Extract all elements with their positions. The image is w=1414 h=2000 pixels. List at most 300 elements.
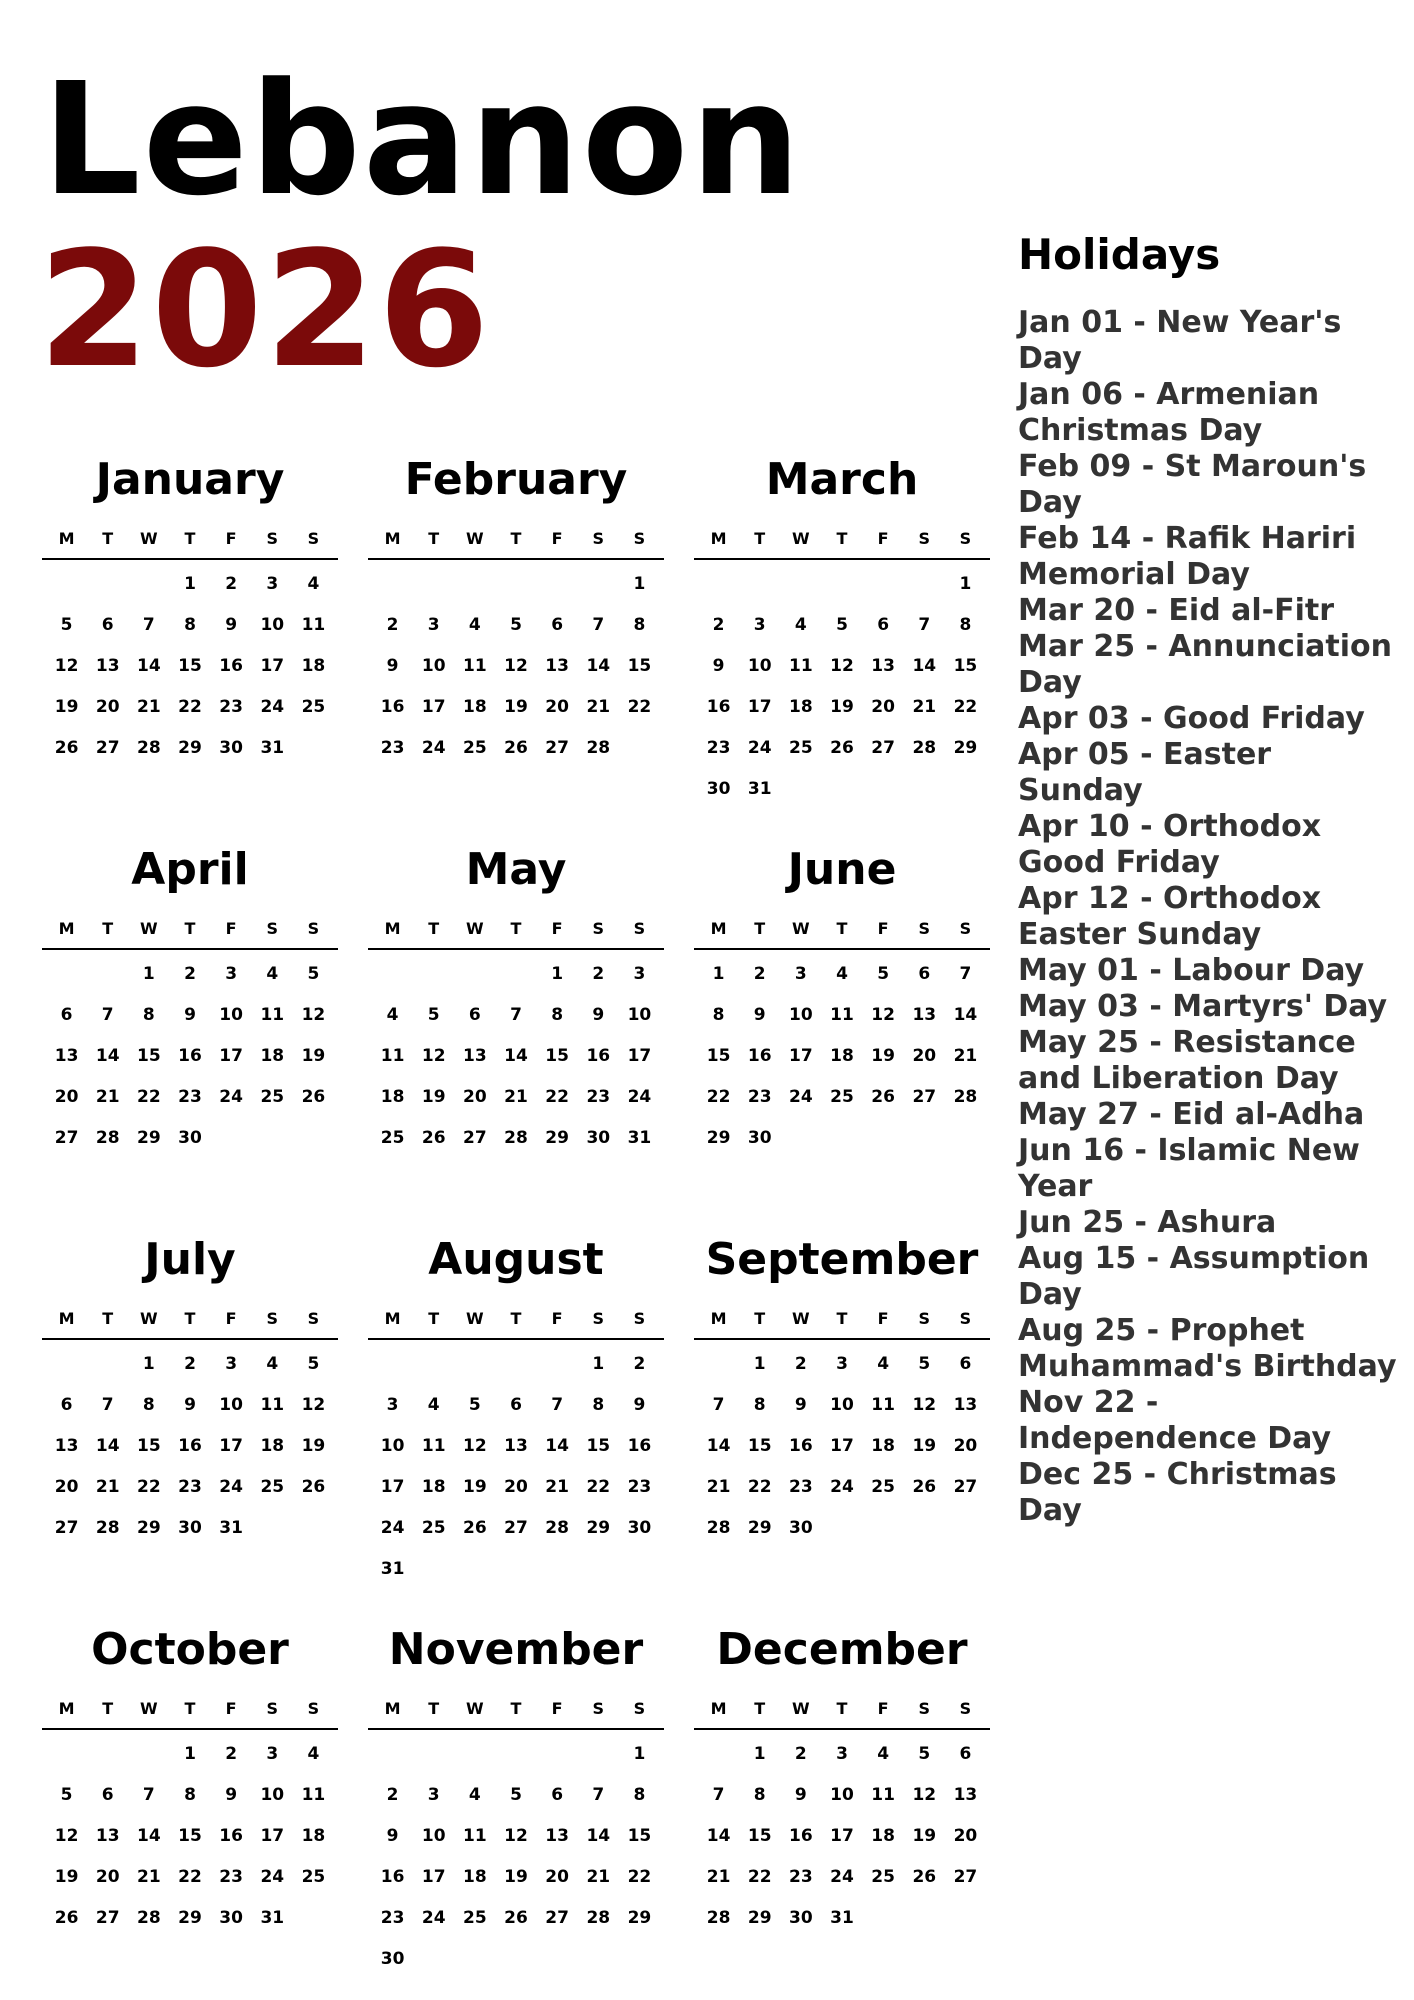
day-cell: 11 [301, 615, 326, 635]
weekday-label: S [633, 1699, 646, 1718]
day-cell: 26 [301, 1087, 326, 1107]
day-cell: 7 [142, 1785, 155, 1805]
day-blank [780, 564, 821, 605]
day-cell: 9 [184, 1005, 196, 1025]
day-cell: 23 [789, 1477, 813, 1497]
day-cell: 18 [301, 656, 326, 676]
day-cell: 7 [592, 615, 605, 635]
month-name: December [716, 1624, 968, 1675]
day-cell: 7 [101, 1395, 114, 1415]
day-cell: 19 [504, 1867, 528, 1887]
day-cell: 22 [137, 1477, 161, 1497]
day-cell: 22 [747, 1477, 772, 1497]
day-blank [578, 564, 619, 605]
holiday-item: Apr 10 - Orthodox Good Friday [1018, 809, 1322, 880]
weekday-label: S [266, 1699, 279, 1718]
day-cell: 10 [260, 1785, 285, 1805]
day-cell: 27 [504, 1518, 528, 1538]
day-cell: 4 [427, 1395, 440, 1415]
day-cell: 27 [871, 738, 895, 758]
day-cell: 2 [794, 1354, 807, 1374]
weekday-label: F [551, 1699, 563, 1718]
holiday-item: Mar 20 - Eid al-Fitr [1018, 593, 1335, 628]
day-cell: 18 [871, 1826, 895, 1846]
day-cell: 7 [918, 615, 931, 635]
day-cell: 1 [142, 964, 155, 984]
day-cell: 25 [260, 1087, 285, 1107]
day-cell: 1 [551, 964, 564, 984]
holiday-item: Aug 15 - Assumption Day [1018, 1241, 1370, 1312]
day-cell: 11 [789, 656, 813, 676]
day-cell: 21 [706, 1477, 731, 1497]
day-cell: 27 [545, 738, 569, 758]
months-grid [42, 440, 992, 2000]
day-cell: 25 [871, 1477, 895, 1497]
day-cell: 18 [463, 1867, 487, 1887]
day-cell: 13 [953, 1785, 978, 1805]
day-cell: 20 [953, 1826, 978, 1846]
day-cell: 14 [706, 1436, 731, 1456]
day-cell: 22 [627, 1867, 652, 1887]
day-cell: 3 [225, 964, 238, 984]
day-cell: 17 [789, 1046, 813, 1066]
day-blank [495, 564, 536, 605]
day-cell: 25 [463, 1908, 487, 1928]
day-cell: 9 [225, 615, 238, 635]
day-cell: 28 [95, 1518, 120, 1538]
day-cell: 9 [712, 656, 725, 676]
day-blank [87, 954, 128, 995]
day-cell: 24 [421, 1908, 446, 1928]
day-cell: 5 [60, 615, 73, 635]
day-cell: 22 [706, 1087, 731, 1107]
day-cell: 21 [586, 697, 611, 717]
day-grid [42, 564, 338, 769]
day-cell: 12 [54, 656, 79, 676]
day-grid [42, 1344, 338, 1549]
weekday-label: T [102, 1309, 114, 1328]
weekday-label: F [551, 919, 563, 938]
weekday-label: S [959, 1699, 972, 1718]
day-cell: 26 [871, 1087, 895, 1107]
day-grid [42, 1734, 338, 1939]
day-cell: 24 [219, 1087, 243, 1107]
day-cell: 16 [380, 697, 405, 717]
day-cell: 12 [504, 656, 528, 676]
day-cell: 10 [747, 656, 772, 676]
day-cell: 28 [137, 738, 161, 758]
day-cell: 3 [836, 1354, 848, 1374]
day-blank [698, 1734, 739, 1775]
day-cell: 17 [627, 1046, 652, 1066]
day-blank [372, 954, 413, 995]
weekday-label: S [918, 919, 931, 938]
weekday-label: S [307, 919, 320, 938]
day-cell: 23 [380, 738, 405, 758]
day-cell: 6 [510, 1395, 522, 1415]
day-cell: 19 [54, 1867, 79, 1887]
day-cell: 27 [545, 1908, 569, 1928]
day-cell: 25 [260, 1477, 285, 1497]
day-blank [454, 954, 495, 995]
weekday-label: S [918, 1699, 931, 1718]
day-cell: 12 [421, 1046, 446, 1066]
day-cell: 15 [706, 1046, 731, 1066]
day-cell: 29 [137, 1128, 161, 1148]
day-cell: 6 [918, 964, 931, 984]
day-cell: 25 [871, 1867, 895, 1887]
day-cell: 23 [219, 697, 243, 717]
holiday-item: Apr 12 - Orthodox Easter Sunday [1018, 881, 1322, 952]
weekday-label: S [959, 919, 972, 938]
day-cell: 8 [633, 615, 646, 635]
weekday-label: M [710, 919, 727, 938]
month-name: November [388, 1624, 644, 1675]
day-cell: 13 [871, 656, 895, 676]
day-cell: 8 [142, 1395, 155, 1415]
day-cell: 19 [912, 1826, 937, 1846]
day-cell: 10 [830, 1395, 854, 1415]
weekday-label: T [102, 919, 114, 938]
weekday-label: T [428, 919, 440, 938]
day-cell: 24 [747, 738, 772, 758]
day-grid [694, 1734, 990, 1939]
month-july [42, 1220, 338, 1610]
day-cell: 9 [386, 656, 399, 676]
day-cell: 19 [504, 697, 528, 717]
weekday-label: S [918, 529, 931, 548]
day-cell: 4 [307, 1744, 320, 1764]
day-cell: 4 [266, 964, 279, 984]
month-name: February [404, 454, 628, 505]
day-cell: 14 [586, 656, 611, 676]
day-cell: 15 [137, 1436, 161, 1456]
day-cell: 9 [592, 1005, 605, 1025]
day-cell: 12 [54, 1826, 79, 1846]
weekday-header [694, 1690, 990, 1730]
day-cell: 21 [545, 1477, 569, 1497]
holiday-list [1018, 305, 1398, 1529]
day-cell: 23 [178, 1087, 202, 1107]
day-cell: 30 [219, 1908, 243, 1928]
day-blank [454, 1734, 495, 1775]
day-cell: 13 [912, 1005, 937, 1025]
day-cell: 8 [712, 1005, 725, 1025]
weekday-label: M [58, 1699, 75, 1718]
day-cell: 6 [101, 1785, 114, 1805]
day-cell: 31 [219, 1518, 243, 1538]
day-cell: 9 [753, 1005, 766, 1025]
day-cell: 17 [830, 1436, 854, 1456]
day-cell: 28 [953, 1087, 978, 1107]
day-blank [128, 1734, 169, 1775]
day-cell: 15 [586, 1436, 611, 1456]
weekday-label: T [754, 1699, 766, 1718]
day-blank [413, 1344, 454, 1385]
day-grid [368, 954, 664, 1159]
day-blank [495, 954, 536, 995]
weekday-label: W [466, 1309, 484, 1328]
month-name: October [91, 1624, 289, 1675]
day-cell: 12 [301, 1005, 326, 1025]
day-cell: 11 [830, 1005, 854, 1025]
day-cell: 24 [830, 1867, 854, 1887]
day-cell: 30 [747, 1128, 772, 1148]
day-cell: 3 [427, 1785, 440, 1805]
day-cell: 3 [633, 964, 646, 984]
day-cell: 25 [380, 1128, 405, 1148]
day-cell: 31 [260, 738, 285, 758]
weekday-label: T [510, 529, 522, 548]
day-cell: 30 [178, 1128, 202, 1148]
day-blank [46, 564, 87, 605]
day-cell: 26 [504, 738, 528, 758]
day-cell: 28 [137, 1908, 161, 1928]
weekday-header [694, 1300, 990, 1340]
day-cell: 9 [225, 1785, 238, 1805]
day-blank [739, 564, 780, 605]
day-cell: 20 [953, 1436, 978, 1456]
day-cell: 28 [545, 1518, 569, 1538]
day-cell: 18 [380, 1087, 405, 1107]
day-cell: 5 [836, 615, 848, 635]
day-cell: 29 [137, 1518, 161, 1538]
day-cell: 6 [551, 1785, 564, 1805]
day-cell: 12 [912, 1395, 937, 1415]
day-cell: 29 [178, 738, 202, 758]
holiday-item: Apr 03 - Good Friday [1018, 701, 1365, 736]
weekday-label: T [184, 529, 196, 548]
day-cell: 6 [959, 1354, 972, 1374]
day-cell: 17 [421, 1867, 446, 1887]
weekday-label: W [140, 1309, 158, 1328]
holiday-item: Feb 09 - St Maroun's Day [1018, 449, 1367, 520]
month-november [368, 1610, 664, 2000]
weekday-label: W [466, 1699, 484, 1718]
weekday-label: S [592, 919, 605, 938]
day-cell: 14 [706, 1826, 731, 1846]
holiday-item: Dec 25 - Christmas Day [1018, 1457, 1337, 1528]
day-cell: 19 [871, 1046, 895, 1066]
day-cell: 30 [586, 1128, 611, 1148]
day-cell: 22 [627, 697, 652, 717]
day-cell: 26 [421, 1128, 446, 1148]
day-cell: 24 [789, 1087, 813, 1107]
day-cell: 28 [95, 1128, 120, 1148]
day-blank [495, 1734, 536, 1775]
day-blank [904, 564, 945, 605]
day-cell: 1 [184, 1744, 196, 1764]
month-march [694, 440, 990, 830]
day-cell: 13 [95, 1826, 120, 1846]
weekday-label: M [710, 1309, 727, 1328]
day-cell: 19 [421, 1087, 446, 1107]
weekday-label: S [266, 919, 279, 938]
day-cell: 15 [627, 656, 652, 676]
day-cell: 20 [95, 697, 120, 717]
weekday-label: S [307, 529, 320, 548]
day-cell: 5 [918, 1744, 931, 1764]
day-cell: 18 [301, 1826, 326, 1846]
day-cell: 14 [912, 656, 937, 676]
day-cell: 25 [789, 738, 813, 758]
day-cell: 11 [421, 1436, 446, 1456]
day-cell: 27 [95, 1908, 120, 1928]
day-blank [372, 564, 413, 605]
day-cell: 17 [219, 1046, 243, 1066]
holiday-item: Jan 01 - New Year's Day [1018, 305, 1342, 376]
month-name: June [787, 844, 897, 895]
weekday-label: T [836, 919, 848, 938]
day-blank [537, 564, 578, 605]
day-cell: 16 [178, 1436, 202, 1456]
weekday-header [368, 1690, 664, 1730]
day-cell: 26 [301, 1477, 326, 1497]
day-cell: 8 [184, 615, 196, 635]
day-cell: 9 [386, 1826, 399, 1846]
day-cell: 20 [545, 697, 569, 717]
day-cell: 25 [830, 1087, 854, 1107]
day-cell: 2 [386, 1785, 399, 1805]
weekday-header [694, 520, 990, 560]
day-cell: 2 [712, 615, 725, 635]
day-cell: 17 [260, 1826, 285, 1846]
day-cell: 17 [747, 697, 772, 717]
day-grid [368, 1734, 664, 1980]
weekday-header [42, 910, 338, 950]
day-cell: 29 [953, 738, 978, 758]
weekday-header [42, 1300, 338, 1340]
day-cell: 20 [463, 1087, 487, 1107]
day-cell: 19 [54, 697, 79, 717]
weekday-label: W [466, 919, 484, 938]
day-cell: 1 [753, 1354, 766, 1374]
day-cell: 16 [178, 1046, 202, 1066]
day-cell: 12 [912, 1785, 937, 1805]
day-cell: 13 [54, 1436, 79, 1456]
weekday-label: W [792, 1309, 810, 1328]
day-cell: 2 [184, 1354, 196, 1374]
day-cell: 26 [463, 1518, 487, 1538]
day-cell: 6 [101, 615, 114, 635]
day-cell: 1 [184, 574, 196, 594]
day-cell: 16 [747, 1046, 772, 1066]
day-cell: 1 [712, 964, 725, 984]
day-cell: 27 [95, 738, 120, 758]
month-december [694, 1610, 990, 2000]
weekday-label: F [225, 1699, 237, 1718]
day-cell: 5 [307, 964, 320, 984]
day-cell: 3 [836, 1744, 848, 1764]
day-cell: 18 [421, 1477, 446, 1497]
weekday-label: W [792, 1699, 810, 1718]
day-cell: 26 [504, 1908, 528, 1928]
weekday-label: M [58, 529, 75, 548]
day-cell: 17 [260, 656, 285, 676]
month-name: January [95, 454, 285, 505]
day-cell: 19 [830, 697, 854, 717]
month-october [42, 1610, 338, 2000]
day-cell: 22 [178, 1867, 202, 1887]
day-cell: 15 [747, 1436, 772, 1456]
month-may [368, 830, 664, 1220]
day-blank [537, 1734, 578, 1775]
day-cell: 5 [60, 1785, 73, 1805]
day-cell: 28 [586, 738, 611, 758]
weekday-label: M [384, 529, 401, 548]
weekday-label: W [792, 919, 810, 938]
day-cell: 29 [747, 1908, 772, 1928]
day-cell: 16 [706, 697, 731, 717]
day-cell: 8 [142, 1005, 155, 1025]
day-cell: 20 [912, 1046, 937, 1066]
day-cell: 14 [504, 1046, 528, 1066]
day-cell: 31 [380, 1559, 405, 1579]
day-cell: 9 [633, 1395, 646, 1415]
day-cell: 20 [545, 1867, 569, 1887]
day-cell: 25 [301, 697, 326, 717]
day-cell: 18 [463, 697, 487, 717]
weekday-label: M [384, 919, 401, 938]
day-cell: 5 [877, 964, 890, 984]
holiday-item: Apr 05 - Easter Sunday [1018, 737, 1272, 808]
day-cell: 19 [301, 1046, 326, 1066]
day-blank [372, 1734, 413, 1775]
day-cell: 18 [871, 1436, 895, 1456]
day-cell: 10 [627, 1005, 652, 1025]
day-cell: 5 [510, 615, 522, 635]
day-cell: 12 [301, 1395, 326, 1415]
day-cell: 8 [592, 1395, 605, 1415]
day-cell: 21 [137, 1867, 161, 1887]
day-cell: 7 [592, 1785, 605, 1805]
day-blank [578, 1734, 619, 1775]
day-cell: 22 [137, 1087, 161, 1107]
day-cell: 1 [633, 574, 646, 594]
day-cell: 21 [95, 1477, 120, 1497]
weekday-label: W [140, 919, 158, 938]
weekday-label: T [836, 1309, 848, 1328]
day-blank [87, 1344, 128, 1385]
day-cell: 4 [877, 1744, 890, 1764]
day-cell: 21 [504, 1087, 528, 1107]
day-cell: 27 [54, 1518, 79, 1538]
day-cell: 23 [178, 1477, 202, 1497]
day-blank [46, 1344, 87, 1385]
day-cell: 5 [510, 1785, 522, 1805]
day-cell: 7 [101, 1005, 114, 1025]
day-blank [698, 1344, 739, 1385]
month-january [42, 440, 338, 830]
holiday-item: Nov 22 - Independence Day [1018, 1385, 1332, 1456]
day-cell: 24 [421, 738, 446, 758]
holiday-item: Jun 16 - Islamic New Year [1018, 1133, 1360, 1204]
day-cell: 29 [178, 1908, 202, 1928]
weekday-label: T [754, 1309, 766, 1328]
day-cell: 5 [427, 1005, 440, 1025]
day-cell: 30 [789, 1518, 813, 1538]
day-cell: 22 [953, 697, 978, 717]
day-cell: 27 [54, 1128, 79, 1148]
day-cell: 9 [184, 1395, 196, 1415]
day-cell: 10 [789, 1005, 813, 1025]
day-cell: 10 [380, 1436, 405, 1456]
weekday-label: S [918, 1309, 931, 1328]
day-cell: 11 [260, 1005, 285, 1025]
day-cell: 1 [959, 574, 972, 594]
weekday-label: T [510, 1309, 522, 1328]
weekday-label: S [307, 1699, 320, 1718]
